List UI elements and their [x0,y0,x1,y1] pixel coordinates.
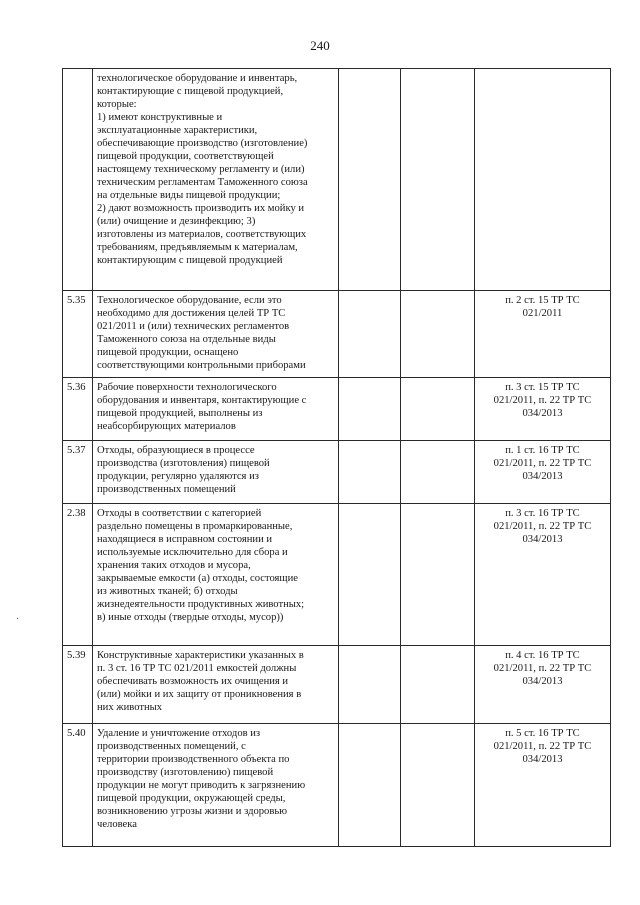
empty-cell [401,378,475,441]
empty-cell [339,378,401,441]
requirements-table [62,68,611,847]
row-number: 5.36 [63,378,93,441]
empty-cell [401,724,475,847]
row-number [63,69,93,291]
requirement-text: Технологическое оборудование, если это необходимо для достижения целей ТР ТС 021/2011 и (или) технических регламентов Таможенного союза на отдельные виды пищевой продукции, оснащено соответствующими контрольными приборами [93,291,339,378]
empty-cell [339,441,401,504]
empty-cell [401,646,475,724]
requirement-text: Удаление и уничтожение отходов из производственных помещений, с территории производственного объекта по производству (изготовлению) пищевой продукции не могут приводить к загрязнению пищевой продукции, окружающей среды, возникновению угрозы жизни и здоровью человека [93,724,339,847]
requirement-text: технологическое оборудование и инвентарь, контактирующие с пищевой продукцией, которые: 1) имеют конструктивные и эксплуатационные характеристики, обеспечивающие производство (изготовление) пищевой продукции, соответствующей настоящему техническому регламенту и (или) техническим регламентам Таможенного союза на отдельные виды пищевой продукции; 2) дают возможность производить их мойку и (или) очищение и дезинфекцию; 3) изготовлены из материалов, соответствующих требованиям, предъявляемым к материалам, контактирующим с пищевой продукцией [93,69,339,291]
table-row [63,724,611,847]
empty-cell [339,724,401,847]
legal-reference: п. 1 ст. 16 ТР ТС 021/2011, п. 22 ТР ТС 034/2013 [475,441,611,504]
legal-reference: п. 2 ст. 15 ТР ТС 021/2011 [475,291,611,378]
legal-reference: п. 5 ст. 16 ТР ТС 021/2011, п. 22 ТР ТС 034/2013 [475,724,611,847]
table-row [63,69,611,291]
margin-mark: · [16,614,20,625]
table-row [63,291,611,378]
row-number: 5.37 [63,441,93,504]
row-number: 5.39 [63,646,93,724]
legal-reference: п. 3 ст. 16 ТР ТС 021/2011, п. 22 ТР ТС 034/2013 [475,504,611,646]
empty-cell [401,291,475,378]
legal-reference: п. 4 ст. 16 ТР ТС 021/2011, п. 22 ТР ТС 034/2013 [475,646,611,724]
empty-cell [339,291,401,378]
table-row [63,646,611,724]
row-number: 2.38 [63,504,93,646]
requirement-text: Конструктивные характеристики указанных в п. 3 ст. 16 ТР ТС 021/2011 емкостей должны обеспечивать возможность их очищения и (или) мойки и их защиту от проникновения в них животных [93,646,339,724]
requirement-text: Рабочие поверхности технологического оборудования и инвентаря, контактирующие с пищевой продукцией, выполнены из неабсорбирующих материалов [93,378,339,441]
empty-cell [401,504,475,646]
row-number: 5.40 [63,724,93,847]
table-row [63,441,611,504]
requirement-text: Отходы, образующиеся в процессе производства (изготовления) пищевой продукции, регулярно удаляются из производственных помещений [93,441,339,504]
legal-reference: п. 3 ст. 15 ТР ТС 021/2011, п. 22 ТР ТС 034/2013 [475,378,611,441]
legal-reference [475,69,611,291]
empty-cell [339,646,401,724]
table-row [63,378,611,441]
empty-cell [401,441,475,504]
requirement-text: Отходы в соответствии с категорией раздельно помещены в промаркированные, находящиеся в исправном состоянии и используемые исключительно для сбора и хранения таких отходов и мусора, закрываемые емкости (а) отходы, состоящие из животных тканей; б) отходы жизнедеятельности продуктивных животных; в) иные отходы (твердые отходы, мусор)) [93,504,339,646]
table-row [63,504,611,646]
row-number: 5.35 [63,291,93,378]
page-number: 240 [310,38,330,53]
empty-cell [339,69,401,291]
empty-cell [339,504,401,646]
empty-cell [401,69,475,291]
